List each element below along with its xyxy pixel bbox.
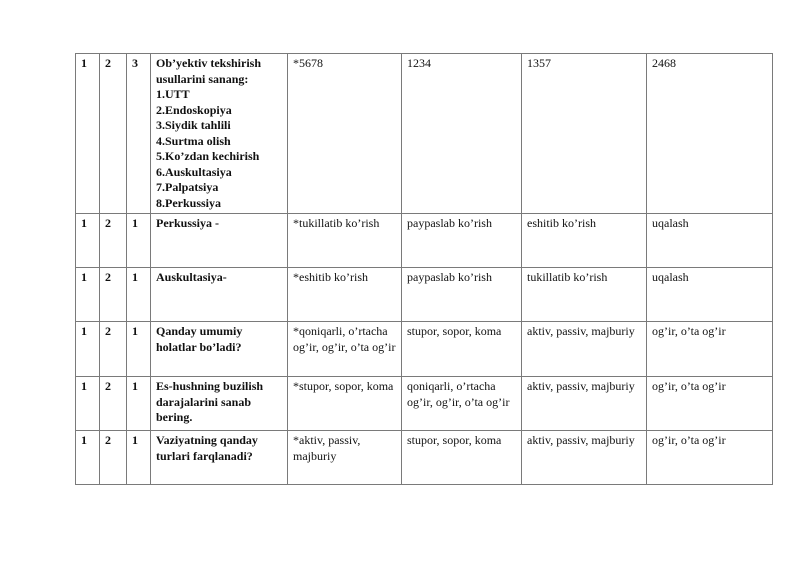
table-body: [76, 54, 773, 485]
answer-correct: *5678: [288, 54, 402, 214]
col-3-number: 1: [127, 377, 151, 431]
col-1-number: 1: [76, 54, 100, 214]
col-3-number: 3: [127, 54, 151, 214]
col-1-number: 1: [76, 268, 100, 322]
question-line: 8.Perkussiya: [156, 195, 222, 210]
answer-option-2: 1234: [402, 54, 522, 214]
col-2-number: 2: [100, 268, 127, 322]
col-3-number: 1: [127, 431, 151, 485]
answer-option-2: stupor, sopor, koma: [402, 322, 522, 377]
question-line: bering.: [156, 410, 193, 424]
test-questions-table: [75, 53, 773, 485]
question-line: Auskultasiya-: [156, 270, 227, 284]
answer-option-2: qoniqarli, o’rtacha og’ir, og’ir, o’ta og’ir: [402, 377, 522, 431]
question-line: Qanday umumiy: [156, 324, 243, 338]
question-line: 5.Ko’zdan kechirish: [156, 149, 260, 163]
answer-correct: *stupor, sopor, koma: [288, 377, 402, 431]
answer-option-3: aktiv, passiv, majburiy: [522, 322, 647, 377]
answer-correct: *aktiv, passiv, majburiy: [288, 431, 402, 485]
question-line: Es-hushning buzilish: [156, 379, 264, 393]
table-row: [76, 322, 773, 377]
table-row: [76, 54, 773, 214]
question-line: 4.Surtma olish: [156, 133, 231, 148]
col-3-number: 1: [127, 268, 151, 322]
answer-option-3: aktiv, passiv, majburiy: [522, 431, 647, 485]
question-line: turlari farqlanadi?: [156, 448, 253, 463]
answer-option-4: uqalash: [647, 214, 773, 268]
question-cell: [151, 268, 288, 322]
question-cell: [151, 377, 288, 431]
table-row: [76, 268, 773, 322]
col-3-number: 1: [127, 322, 151, 377]
question-cell: [151, 322, 288, 377]
answer-option-2: paypaslab ko’rish: [402, 268, 522, 322]
answer-option-3: tukillatib ko’rish: [522, 268, 647, 322]
table-row: [76, 214, 773, 268]
col-2-number: 2: [100, 322, 127, 377]
question-line: Ob’yektiv tekshirish: [156, 56, 262, 70]
answer-option-4: uqalash: [647, 268, 773, 322]
table-row: [76, 431, 773, 485]
col-2-number: 2: [100, 431, 127, 485]
answer-correct: *eshitib ko’rish: [288, 268, 402, 322]
answer-option-3: 1357: [522, 54, 647, 214]
answer-option-4: og’ir, o’ta og’ir: [647, 431, 773, 485]
question-line: 7.Palpatsiya: [156, 180, 219, 194]
question-line: Perkussiya -: [156, 216, 219, 230]
answer-option-3: aktiv, passiv, majburiy: [522, 377, 647, 431]
question-cell: [151, 214, 288, 268]
answer-option-2: stupor, sopor, koma: [402, 431, 522, 485]
question-line: holatlar bo’ladi?: [156, 339, 242, 354]
col-1-number: 1: [76, 214, 100, 268]
question-line: Vaziyatning qanday: [156, 433, 258, 447]
answer-correct: *qoniqarli, o’rtacha og’ir, og’ir, o’ta og’ir: [288, 322, 402, 377]
col-1-number: 1: [76, 377, 100, 431]
answer-option-4: og’ir, o’ta og’ir: [647, 377, 773, 431]
question-line: usullarini sanang:: [156, 71, 249, 86]
question-line: 6.Auskultasiya: [156, 164, 232, 179]
question-cell: [151, 54, 288, 214]
question-line: 1.UTT: [156, 87, 190, 101]
answer-correct: *tukillatib ko’rish: [288, 214, 402, 268]
question-line: 2.Endoskopiya: [156, 102, 232, 117]
col-2-number: 2: [100, 377, 127, 431]
question-line: darajalarini sanab: [156, 394, 252, 409]
answer-option-3: eshitib ko’rish: [522, 214, 647, 268]
answer-option-2: paypaslab ko’rish: [402, 214, 522, 268]
question-cell: [151, 431, 288, 485]
col-3-number: 1: [127, 214, 151, 268]
col-1-number: 1: [76, 322, 100, 377]
col-2-number: 2: [100, 214, 127, 268]
question-line: 3.Siydik tahlili: [156, 118, 231, 132]
col-2-number: 2: [100, 54, 127, 214]
answer-option-4: 2468: [647, 54, 773, 214]
col-1-number: 1: [76, 431, 100, 485]
table-row: [76, 377, 773, 431]
answer-option-4: og’ir, o’ta og’ir: [647, 322, 773, 377]
